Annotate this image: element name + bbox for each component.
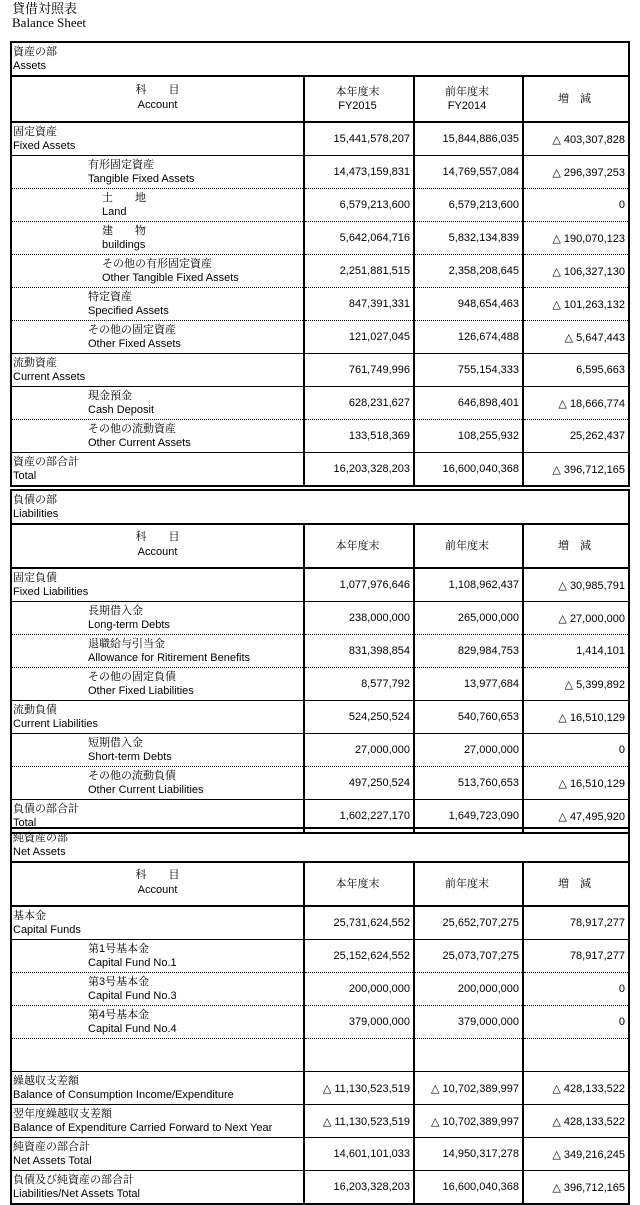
current-value: 497,250,524 (304, 767, 414, 800)
table-row (12, 321, 628, 354)
current-value: 628,231,627 (304, 387, 414, 420)
table-header-row (12, 525, 628, 568)
previous-value: 1,649,723,090 (414, 800, 523, 833)
table-row (12, 668, 628, 701)
account-en: Capital Fund No.4 (88, 1023, 177, 1035)
change-value: △ 5,647,443 (523, 321, 628, 354)
account-en: Other Current Liabilities (88, 784, 204, 796)
section-title-en: Liabilities (13, 508, 59, 520)
table-row (12, 568, 628, 602)
total-row (12, 1171, 628, 1204)
table-row (12, 973, 628, 1006)
account-header: 科 目 Account (12, 525, 304, 568)
current-value: 121,027,045 (304, 321, 414, 354)
previous-value: 2,358,208,645 (414, 255, 523, 288)
assets-table (12, 77, 628, 485)
change-value: △ 396,712,165 (552, 1181, 625, 1194)
account-header: 科 目 Account (12, 77, 304, 122)
change-value: 0 (523, 1006, 628, 1039)
change-value: △ 101,263,132 (523, 288, 628, 321)
account-jp: その他の固定負債 (88, 671, 176, 683)
liabilities-table (12, 525, 628, 832)
previous-value: 513,760,653 (414, 767, 523, 800)
account-jp: その他の流動資産 (88, 423, 176, 435)
change-value: 0 (523, 189, 628, 222)
account-jp: 流動負債 (13, 704, 57, 716)
previous-value: 1,108,962,437 (414, 568, 523, 602)
section-header (12, 491, 628, 525)
account-jp: 負債及び純資産の部合計 (13, 1174, 134, 1186)
current-value: 25,731,624,552 (304, 906, 414, 940)
account-en: Allowance for Ritirement Benefits (88, 652, 251, 664)
total-row (12, 1138, 628, 1171)
account-en: Capital Fund No.1 (88, 957, 177, 969)
table-row (12, 420, 628, 453)
previous-value: 5,832,134,839 (414, 222, 523, 255)
previous-value: 126,674,488 (414, 321, 523, 354)
account-en: Other Fixed Liabilities (88, 685, 194, 697)
change-value: △ 30,985,791 (523, 568, 628, 602)
current-value: 1,602,227,170 (304, 800, 414, 833)
current-year-header: 本年度末 (304, 863, 414, 906)
current-year-header: 本年度末 (304, 525, 414, 568)
previous-value: 108,255,932 (414, 420, 523, 453)
account-jp: 第1号基本金 (88, 943, 150, 955)
current-value: 847,391,331 (304, 288, 414, 321)
previous-value: 6,579,213,600 (414, 189, 523, 222)
current-value: 14,601,101,033 (304, 1138, 414, 1171)
account-en: Total (13, 817, 37, 829)
net-assets-section (10, 827, 630, 1205)
current-value: 25,152,624,552 (304, 940, 414, 973)
table-row (12, 635, 628, 668)
section-title-en: Net Assets (13, 846, 66, 858)
current-value: 133,518,369 (304, 420, 414, 453)
change-value: △ 47,495,920 (558, 810, 625, 823)
account-jp: 基本金 (13, 910, 46, 922)
table-row (12, 940, 628, 973)
account-jp: 建 物 (102, 225, 146, 237)
section-header (12, 43, 628, 77)
change-value: 25,262,437 (523, 420, 628, 453)
current-value: 2,251,881,515 (304, 255, 414, 288)
table-header-row (12, 863, 628, 906)
table-row (12, 1105, 628, 1138)
account-jp: その他の流動負債 (88, 770, 176, 782)
previous-value: 25,652,707,275 (414, 906, 523, 940)
previous-value: 755,154,333 (414, 354, 523, 387)
section-header (12, 829, 628, 863)
current-value: 200,000,000 (304, 973, 414, 1006)
account-en: buildings (102, 239, 146, 251)
change-value: △ 403,307,828 (523, 122, 628, 156)
current-value: 27,000,000 (304, 734, 414, 767)
account-jp: 土 地 (102, 192, 146, 204)
change-value: 1,414,101 (523, 635, 628, 668)
change-value: 78,917,277 (523, 906, 628, 940)
section-title-jp: 資産の部 (13, 46, 57, 58)
table-row (12, 1006, 628, 1039)
table-row (12, 734, 628, 767)
previous-value: 27,000,000 (414, 734, 523, 767)
account-en: Liabilities/Net Assets Total (13, 1188, 140, 1200)
previous-value: 540,760,653 (414, 701, 523, 734)
table-row (12, 1072, 628, 1105)
change-header: 増 減 (523, 863, 628, 906)
current-value: 831,398,854 (304, 635, 414, 668)
current-value: 8,577,792 (304, 668, 414, 701)
previous-value: 379,000,000 (414, 1006, 523, 1039)
current-value: 6,579,213,600 (304, 189, 414, 222)
account-jp: その他の固定資産 (88, 324, 176, 336)
previous-value: 646,898,401 (414, 387, 523, 420)
change-value: △ 106,327,130 (523, 255, 628, 288)
account-en: Short-term Debts (88, 751, 172, 763)
change-value: △ 349,216,245 (523, 1138, 628, 1171)
previous-value: 14,769,557,084 (414, 156, 523, 189)
table-row (12, 354, 628, 387)
table-row (12, 156, 628, 189)
account-jp: 現金預金 (88, 390, 132, 402)
account-en: Other Fixed Assets (88, 338, 181, 350)
section-title-jp: 負債の部 (13, 494, 57, 506)
account-jp: 翌年度繰越収支差額 (13, 1108, 112, 1120)
current-value: 16,203,328,203 (304, 1171, 414, 1204)
previous-value: 829,984,753 (414, 635, 523, 668)
current-value: 238,000,000 (304, 602, 414, 635)
change-value: △ 16,510,129 (523, 701, 628, 734)
account-en: Net Assets Total (13, 1155, 92, 1167)
previous-year-header: 前年度末 (414, 863, 523, 906)
table-row (12, 288, 628, 321)
current-value: 5,642,064,716 (304, 222, 414, 255)
table-row (12, 222, 628, 255)
change-value: △ 5,399,892 (523, 668, 628, 701)
account-en: Fixed Liabilities (13, 586, 89, 598)
change-value: 6,595,663 (523, 354, 628, 387)
account-jp: 負債の部合計 (13, 803, 79, 815)
change-value: △ 18,666,774 (523, 387, 628, 420)
current-value: 1,077,976,646 (304, 568, 414, 602)
change-value: △ 396,712,165 (552, 463, 625, 476)
current-value: 524,250,524 (304, 701, 414, 734)
account-en: Capital Funds (13, 924, 81, 936)
current-value: △ 11,130,523,519 (304, 1072, 414, 1105)
account-en: Current Assets (13, 371, 86, 383)
change-header: 増 減 (523, 525, 628, 568)
account-jp: 資産の部合計 (13, 456, 79, 468)
current-value: 14,473,159,831 (304, 156, 414, 189)
account-en: Long-term Debts (88, 619, 170, 631)
previous-year-header: 前年度末 FY2014 (414, 77, 523, 122)
table-row (12, 767, 628, 800)
table-row (12, 255, 628, 288)
change-value: △ 296,397,253 (523, 156, 628, 189)
table-header-row (12, 77, 628, 122)
previous-value: 265,000,000 (414, 602, 523, 635)
account-en: Balance of Consumption Income/Expenditure (13, 1089, 234, 1101)
account-en: Other Tangible Fixed Assets (102, 272, 239, 284)
current-value: 15,441,578,207 (304, 122, 414, 156)
change-value: 78,917,277 (523, 940, 628, 973)
account-en: Specified Assets (88, 305, 169, 317)
table-row (12, 906, 628, 940)
account-en: Other Current Assets (88, 437, 191, 449)
assets-section (10, 41, 630, 487)
account-en: Current Liabilities (13, 718, 98, 730)
account-jp: 固定資産 (13, 126, 57, 138)
table-row (12, 602, 628, 635)
previous-year-header: 前年度末 (414, 525, 523, 568)
title-en: Balance Sheet (12, 15, 86, 30)
account-en: Capital Fund No.3 (88, 990, 177, 1002)
previous-value: 15,844,886,035 (414, 122, 523, 156)
blank-row (12, 1039, 628, 1072)
previous-value: 948,654,463 (414, 288, 523, 321)
account-jp: 第4号基本金 (88, 1009, 150, 1021)
account-en: Cash Deposit (88, 404, 155, 416)
previous-value: △ 10,702,389,997 (414, 1072, 523, 1105)
account-jp: 短期借入金 (88, 737, 143, 749)
previous-value: 16,600,040,368 (414, 453, 523, 486)
account-en: Total (13, 470, 37, 482)
page-title (12, 2, 86, 30)
account-jp: 長期借入金 (88, 605, 143, 617)
current-year-header: 本年度末 FY2015 (304, 77, 414, 122)
change-value: △ 428,133,522 (523, 1105, 628, 1138)
change-value: 0 (523, 734, 628, 767)
section-title-jp: 純資産の部 (13, 832, 68, 844)
table-row (12, 122, 628, 156)
previous-value: 25,073,707,275 (414, 940, 523, 973)
previous-value: 16,600,040,368 (414, 1171, 523, 1204)
account-jp: 有形固定資産 (88, 159, 154, 171)
current-value: 379,000,000 (304, 1006, 414, 1039)
title-jp: 貸借対照表 (12, 1, 78, 16)
previous-value: 13,977,684 (414, 668, 523, 701)
account-jp: 純資産の部合計 (13, 1141, 90, 1153)
account-jp: 繰越収支差額 (13, 1075, 79, 1087)
current-value: 16,203,328,203 (304, 453, 414, 486)
account-jp: 第3号基本金 (88, 976, 150, 988)
total-row (12, 453, 628, 486)
account-jp: その他の有形固定資産 (102, 258, 212, 270)
previous-value: 14,950,317,278 (414, 1138, 523, 1171)
change-value: △ 27,000,000 (523, 602, 628, 635)
section-title-en: Assets (13, 60, 47, 72)
current-value: △ 11,130,523,519 (304, 1105, 414, 1138)
change-value: △ 190,070,123 (523, 222, 628, 255)
table-row (12, 189, 628, 222)
table-row (12, 387, 628, 420)
change-value: △ 428,133,522 (523, 1072, 628, 1105)
account-jp: 特定資産 (88, 291, 132, 303)
account-en: Fixed Assets (13, 140, 76, 152)
previous-value: △ 10,702,389,997 (414, 1105, 523, 1138)
account-jp: 流動資産 (13, 357, 57, 369)
change-value: △ 16,510,129 (523, 767, 628, 800)
change-value: 0 (523, 973, 628, 1006)
account-en: Tangible Fixed Assets (88, 173, 195, 185)
net-assets-table (12, 863, 628, 1203)
account-header: 科 目 Account (12, 863, 304, 906)
account-en: Balance of Expenditure Carried Forward to Next Year (13, 1122, 273, 1134)
previous-value: 200,000,000 (414, 973, 523, 1006)
liabilities-section (10, 489, 630, 834)
current-value: 761,749,996 (304, 354, 414, 387)
table-row (12, 701, 628, 734)
account-jp: 固定負債 (13, 572, 57, 584)
account-en: Land (102, 206, 127, 218)
account-jp: 退職給与引当金 (88, 638, 165, 650)
change-header: 増 減 (523, 77, 628, 122)
